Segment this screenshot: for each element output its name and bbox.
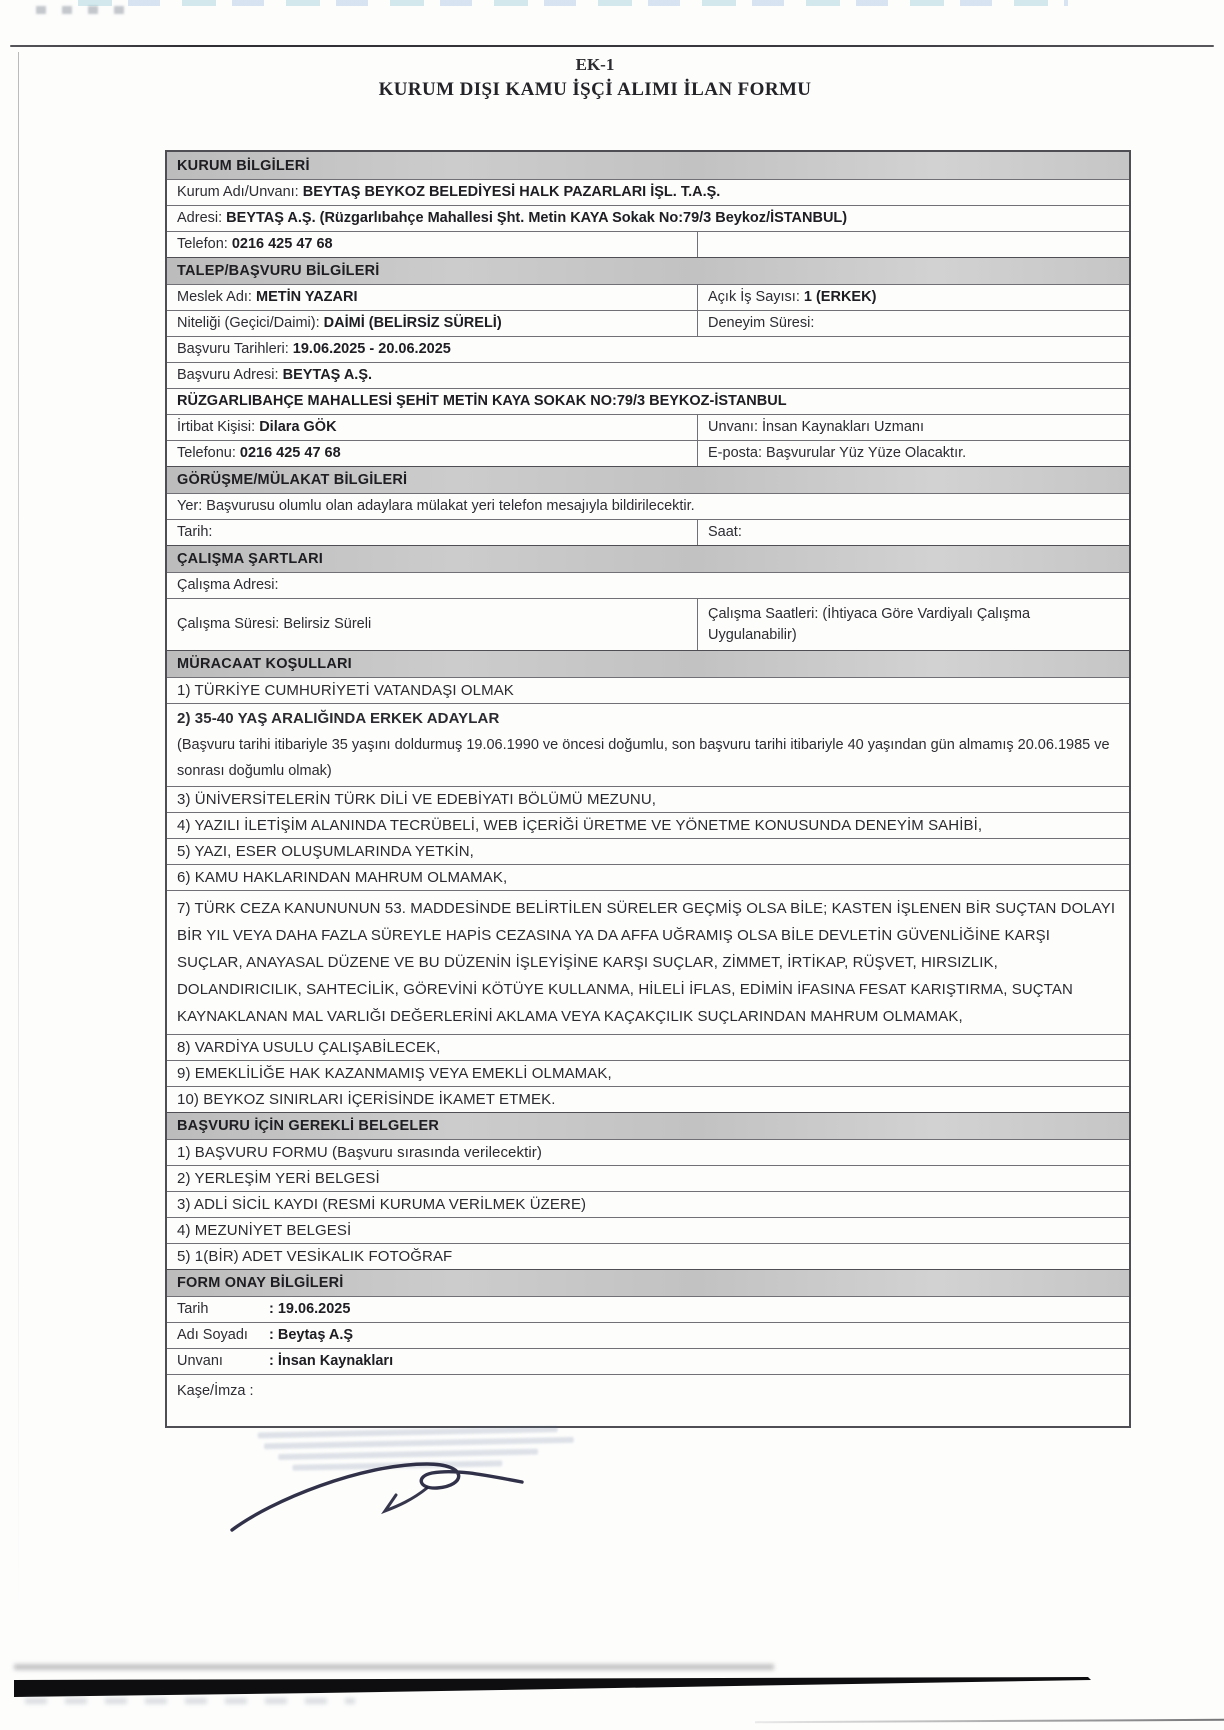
row-belge-5 — [167, 1243, 1129, 1269]
row-calisma-suresi-saatleri — [167, 598, 1129, 650]
section-title: BAŞVURU İÇİN GEREKLİ BELGELER — [177, 1118, 439, 1134]
section-title: TALEP/BAŞVURU BİLGİLERİ — [177, 263, 380, 279]
onay-tarih-label: Tarih — [177, 1301, 209, 1318]
row-basvuru-adresi — [167, 362, 1129, 388]
section-header-gorusme-mulakat — [167, 466, 1129, 493]
kosul-7-text: 7) TÜRK CEZA KANUNUNUN 53. MADDESİNDE BELİRTİLEN SÜRELER GEÇMİŞ OLSA BİLE; KASTEN İŞLENEN BİR SUÇTAN DOLAYI BİR YIL VEYA DAHA FAZLA SÜREYLE HAPİS CEZASINA YA DA AFFA UĞRAMIŞ OLSA BİLE DEVLETİN GÜVENLİĞİNE KARŞI SUÇLAR, ANAYASAL DÜZENE VE BU DÜZENİN İŞLEYİŞİNE KARŞI SUÇLAR, ZİMMET, İRTİKAP, RÜŞVET, HIRSIZLIK, DOLANDIRICILIK, SAHTECİLİK, GÖREVİNİ KÖTÜYE KULLANMA, HİLELİ İFLAS, EDİMİN İFASINA FESAT KARIŞTIRMA, SUÇTAN KAYNAKLANAN MAL VARLIĞI DEĞERLERİNİ AKLAMA VEYA KAÇAKÇILIK SUÇLARINDAN MAHRUM OLMAMAK, — [177, 900, 1116, 1025]
section-header-muracaat-kosullari — [167, 650, 1129, 677]
row-irtibat-unvan — [167, 414, 1129, 440]
page-top-rule — [10, 45, 1214, 47]
calisma-suresi-text: Çalışma Süresi: Belirsiz Süreli — [177, 616, 372, 633]
scan-artifact-black-bar — [0, 1660, 1224, 1720]
tarih-label: Tarih: — [177, 524, 213, 541]
acik-is-value: 1 (ERKEK) — [803, 289, 877, 306]
saat-label: Saat: — [708, 524, 742, 541]
irtibat-value: Dilara GÖK — [259, 419, 337, 436]
row-onay-tarih — [167, 1296, 1129, 1322]
nitelik-label: Niteliği (Geçici/Daimi): — [177, 315, 320, 332]
calisma-adresi-label: Çalışma Adresi: — [177, 577, 279, 594]
meslek-label: Meslek Adı: — [177, 289, 252, 306]
row-tarih-saat — [167, 519, 1129, 545]
basvuru-adresi-value: BEYTAŞ A.Ş. — [282, 367, 373, 384]
calisma-saatleri-text: Çalışma Saatleri: (İhtiyaca Göre Vardiyalı Çalışma Uygulanabilir) — [708, 606, 1031, 643]
belge-4-text: 4) MEZUNİYET BELGESİ — [177, 1222, 352, 1239]
section-title: MÜRACAAT KOŞULLARI — [177, 656, 352, 672]
scan-artifact-bottom-smudge — [25, 1698, 355, 1704]
adres-label: Adresi: — [177, 210, 223, 227]
row-meslek-acikis — [167, 284, 1129, 310]
basvuru-adresi-satir2: RÜZGARLIBAHÇE MAHALLESİ ŞEHİT METİN KAYA SOKAK NO:79/3 BEYKOZ-İSTANBUL — [177, 393, 787, 410]
onay-unvan-value: : İnsan Kaynakları — [269, 1353, 394, 1370]
form-table — [165, 150, 1131, 1428]
acik-is-label: Açık İş Sayısı: — [708, 289, 800, 306]
belge-3-text: 3) ADLİ SİCİL KAYDI (RESMİ KURUMA VERİLMEK ÜZERE) — [177, 1196, 587, 1213]
basvuru-adresi-label: Başvuru Adresi: — [177, 367, 279, 384]
kosul-1-text: 1) TÜRKİYE CUMHURİYETİ VATANDAŞI OLMAK — [177, 682, 514, 699]
section-header-kurum-bilgileri — [167, 152, 1129, 179]
kosul-8-text: 8) VARDİYA USULU ÇALIŞABİLECEK, — [177, 1039, 441, 1056]
kosul-2-baslik: 2) 35-40 YAŞ ARALIĞINDA ERKEK ADAYLAR — [177, 710, 500, 727]
row-basvuru-adresi-2 — [167, 388, 1129, 414]
section-header-gerekli-belgeler — [167, 1112, 1129, 1139]
section-title: FORM ONAY BİLGİLERİ — [177, 1275, 344, 1291]
telefonu-label: Telefonu: — [177, 445, 236, 462]
section-title: KURUM BİLGİLERİ — [177, 157, 310, 174]
row-calisma-adresi — [167, 572, 1129, 598]
section-title: ÇALIŞMA ŞARTLARI — [177, 551, 324, 567]
section-header-calisma-sartlari — [167, 545, 1129, 572]
belge-5-text: 5) 1(BİR) ADET VESİKALIK FOTOĞRAF — [177, 1248, 453, 1265]
telefon-label: Telefon: — [177, 236, 228, 253]
kosul-9-text: 9) EMEKLİLİĞE HAK KAZANMAMIŞ VEYA EMEKLİ OLMAMAK, — [177, 1065, 612, 1082]
nitelik-value: DAİMİ (BELİRSİZ SÜRELİ) — [323, 315, 502, 332]
belge-1-text: 1) BAŞVURU FORMU (Başvuru sırasında verilecektir) — [177, 1144, 542, 1161]
row-telefonu-eposta — [167, 440, 1129, 466]
row-kosul-4 — [167, 812, 1129, 838]
onay-adsoyad-label: Adı Soyadı — [177, 1327, 248, 1344]
kosul-6-text: 6) KAMU HAKLARINDAN MAHRUM OLMAMAK, — [177, 869, 508, 886]
scan-artifact-top-strip — [78, 0, 1068, 6]
row-belge-1 — [167, 1139, 1129, 1165]
onay-adsoyad-value: : Beytaş A.Ş — [269, 1327, 354, 1344]
row-kosul-1 — [167, 677, 1129, 703]
row-kase-imza — [167, 1374, 1129, 1426]
row-yer — [167, 493, 1129, 519]
row-basvuru-tarihleri — [167, 336, 1129, 362]
kosul-5-text: 5) YAZI, ESER OLUŞUMLARINDA YETKİN, — [177, 843, 474, 860]
row-kosul-9 — [167, 1060, 1129, 1086]
row-kosul-8 — [167, 1034, 1129, 1060]
row-kosul-5 — [167, 838, 1129, 864]
row-onay-adsoyad — [167, 1322, 1129, 1348]
kurum-adi-label: Kurum Adı/Unvanı: — [177, 184, 299, 201]
irtibat-label: İrtibat Kişisi: — [177, 419, 256, 436]
kosul-2-aciklama: (Başvuru tarihi itibariyle 35 yaşını doldurmuş 19.06.1990 ve öncesi doğumlu, son başvuru tarihi itibariyle 40 yaşından gün almamış 20.06.1985 ve sonrası doğumlu olmak) — [177, 737, 1110, 779]
kurum-adi-value: BEYTAŞ BEYKOZ BELEDİYESİ HALK PAZARLARI İŞL. T.A.Ş. — [302, 184, 721, 201]
row-kosul-6 — [167, 864, 1129, 890]
deneyim-label: Deneyim Süresi: — [708, 315, 815, 332]
row-nitelik-deneyim — [167, 310, 1129, 336]
kosul-10-text: 10) BEYKOZ SINIRLARI İÇERİSİNDE İKAMET ETMEK. — [177, 1091, 556, 1108]
belge-2-text: 2) YERLEŞİM YERİ BELGESİ — [177, 1170, 380, 1187]
row-belge-3 — [167, 1191, 1129, 1217]
form-tag: EK-1 — [575, 55, 615, 74]
row-telefon — [167, 231, 1129, 257]
section-header-form-onay — [167, 1269, 1129, 1296]
signature — [222, 1448, 552, 1548]
basvuru-tarihleri-value: 19.06.2025 - 20.06.2025 — [292, 341, 451, 358]
telefon-right-empty-cell — [698, 232, 1129, 257]
row-kosul-10 — [167, 1086, 1129, 1112]
row-belge-2 — [167, 1165, 1129, 1191]
unvan-text: Unvanı: İnsan Kaynakları Uzmanı — [708, 419, 924, 436]
row-onay-unvan — [167, 1348, 1129, 1374]
row-kosul-7 — [167, 890, 1129, 1034]
telefon-value: 0216 425 47 68 — [231, 236, 333, 253]
row-belge-4 — [167, 1217, 1129, 1243]
section-header-talep-basvuru — [167, 257, 1129, 284]
kase-imza-label: Kaşe/İmza : — [177, 1383, 254, 1399]
onay-unvan-label: Unvanı — [177, 1353, 223, 1370]
adres-value: BEYTAŞ A.Ş. (Rüzgarlıbahçe Mahallesi Şht. Metin KAYA Sokak No:79/3 Beykoz/İSTANBUL) — [226, 210, 848, 227]
kosul-3-text: 3) ÜNİVERSİTELERİN TÜRK DİLİ VE EDEBİYATI BÖLÜMÜ MEZUNU, — [177, 791, 657, 808]
row-kosul-3 — [167, 786, 1129, 812]
row-kurum-adi — [167, 179, 1129, 205]
onay-tarih-value: : 19.06.2025 — [269, 1301, 351, 1318]
row-kosul-2 — [167, 703, 1129, 786]
telefonu-value: 0216 425 47 68 — [239, 445, 341, 462]
basvuru-tarihleri-label: Başvuru Tarihleri: — [177, 341, 289, 358]
page-title: KURUM DIŞI KAMU İŞÇİ ALIMI İLAN FORMU — [378, 79, 812, 100]
yer-text: Yer: Başvurusu olumlu olan adaylara mülakat yeri telefon mesajıyla bildirilecektir. — [177, 498, 695, 515]
eposta-text: E-posta: Başvurular Yüz Yüze Olacaktır. — [708, 445, 967, 462]
scan-artifact-speck — [36, 6, 126, 14]
kosul-4-text: 4) YAZILI İLETİŞİM ALANINDA TECRÜBELİ, WEB İÇERİĞİ ÜRETME VE YÖNETME KONUSUNDA DENEYİM SAHİBİ, — [177, 817, 983, 834]
scan-artifact-left-edge — [18, 52, 19, 1612]
row-adres — [167, 205, 1129, 231]
meslek-value: METİN YAZARI — [255, 289, 358, 306]
section-title: GÖRÜŞME/MÜLAKAT BİLGİLERİ — [177, 472, 408, 488]
